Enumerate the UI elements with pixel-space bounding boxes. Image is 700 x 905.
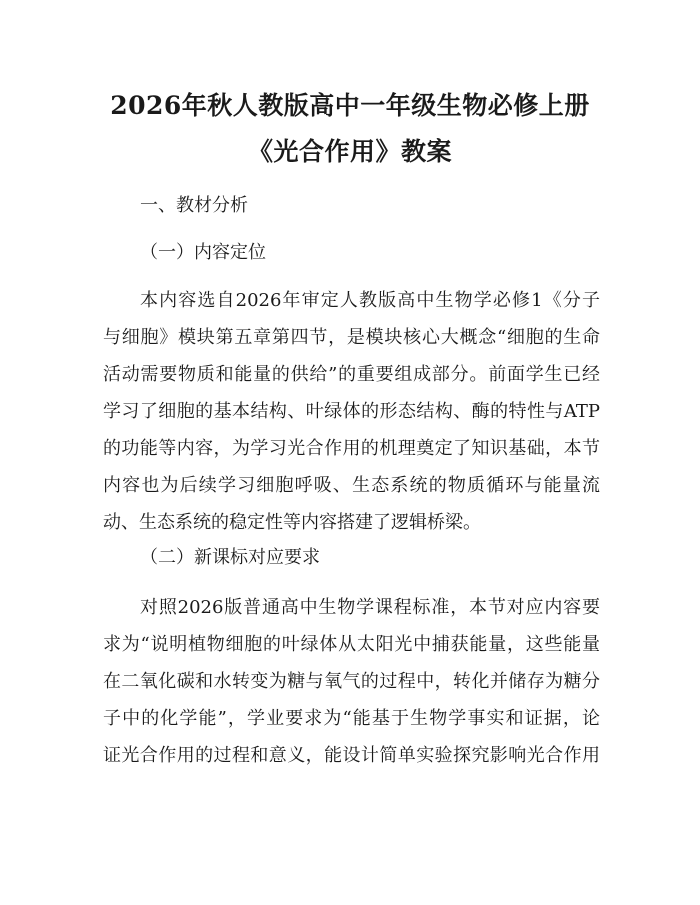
- paragraph-content-positioning: [103, 282, 600, 541]
- subsection-heading-content-positioning: （一）内容定位: [140, 242, 266, 263]
- paragraph-line: 求为“说明植物细胞的叶绿体从太阳光中捕获能量，这些能量: [103, 634, 600, 655]
- paragraph-line: 学习了细胞的基本结构、叶绿体的形态结构、酶的特性与ATP: [103, 401, 600, 422]
- subsection-heading-curriculum-requirements: （二）新课标对应要求: [140, 547, 320, 568]
- section-heading-textbook-analysis: 一、教材分析: [140, 195, 248, 216]
- paragraph-line: 与细胞》模块第五章第四节，是模块核心大概念“细胞的生命: [103, 327, 600, 348]
- paragraph-line: 本内容选自2026年审定人教版高中生物学必修1《分子: [140, 290, 600, 311]
- document-title-line-2: 《光合作用》教案: [247, 137, 452, 166]
- paragraph-line: 的功能等内容，为学习光合作用的机理奠定了知识基础，本节: [103, 438, 600, 459]
- paragraph-curriculum-requirements: [103, 589, 600, 774]
- paragraph-line: 在二氧化碳和水转变为糖与氧气的过程中，转化并储存为糖分: [103, 671, 600, 692]
- paragraph-line: 子中的化学能”，学业要求为“能基于生物学事实和证据，论: [103, 708, 600, 729]
- document-title-line-1: 2026年秋人教版高中一年级生物必修上册: [110, 91, 590, 120]
- paragraph-line: 证光合作用的过程和意义，能设计简单实验探究影响光合作用: [103, 745, 600, 766]
- paragraph-line: 动、生态系统的稳定性等内容搭建了逻辑桥梁。: [103, 512, 481, 533]
- paragraph-line: 内容也为后续学习细胞呼吸、生态系统的物质循环与能量流: [103, 475, 600, 496]
- paragraph-line: 活动需要物质和能量的供给”的重要组成部分。前面学生已经: [103, 364, 600, 385]
- paragraph-line: 对照2026版普通高中生物学课程标准，本节对应内容要: [140, 597, 600, 618]
